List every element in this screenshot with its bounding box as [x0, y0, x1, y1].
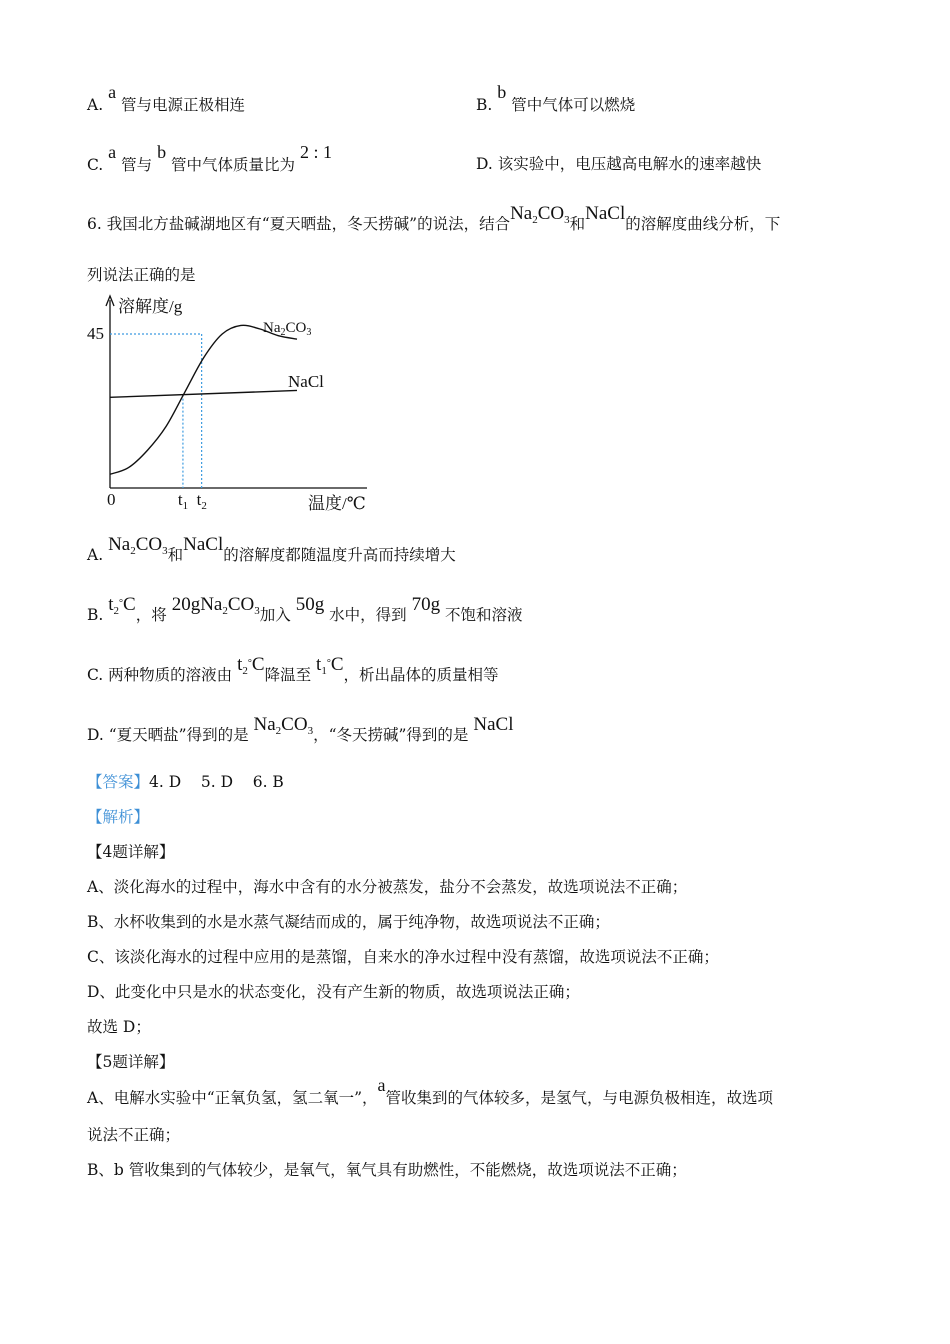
- analysis-tag: 【解析】: [87, 808, 150, 826]
- temperature-t1: $t_1^\circ C$: [316, 654, 344, 677]
- option-text: 管与电源正极相连: [121, 96, 246, 114]
- mass-ratio: 2 : 1: [299, 142, 332, 162]
- nacl-formula: NaCl: [585, 203, 626, 224]
- option-text: 的溶解度都随温度升高而持续增大: [223, 546, 456, 564]
- option-text: ，“冬天捞碱”得到的是: [313, 726, 469, 744]
- temperature-t2: $t_2^\circ C$: [237, 654, 265, 677]
- q5-detail-line-a-cont: 说法不正确；: [87, 1126, 181, 1144]
- option-prefix: A.: [87, 96, 104, 114]
- q5-detail-heading: 【5题详解】: [87, 1053, 175, 1071]
- water-mass: 50g: [295, 594, 325, 615]
- nacl-curve-label: NaCl: [288, 372, 324, 391]
- y-tick-45: 45: [87, 324, 104, 343]
- tube-b-label: b: [497, 82, 507, 102]
- stem-text: 列说法正确的是: [87, 266, 196, 284]
- option-text: D. “夏天晒盐”得到的是: [87, 726, 249, 744]
- solution-mass: 70g: [411, 594, 441, 615]
- q6-stem-line1: [87, 203, 781, 236]
- q4-detail-line: A、淡化海水的过程中，海水中含有的水分被蒸发，盐分不会蒸发，故选项说法不正确；: [87, 878, 688, 896]
- answer-text: 4. D 5. D 6. B: [149, 773, 284, 791]
- x-tick-t2: $t_2$: [196, 490, 207, 512]
- tube-a-label: a: [377, 1075, 386, 1095]
- na2co3-formula: $Na_2CO_3$: [510, 203, 570, 226]
- q6-option-a: [87, 534, 456, 567]
- answer-tag: 【答案】: [87, 773, 150, 791]
- option-text: ，析出晶体的质量相等: [343, 666, 499, 684]
- tube-a-label: a: [108, 82, 117, 102]
- q4-detail-line: 故选 D；: [87, 1018, 151, 1036]
- stem-text: 和: [569, 215, 586, 233]
- option-text: ，将: [135, 606, 167, 624]
- nacl-curve: [110, 390, 297, 397]
- option-prefix: C.: [87, 156, 104, 174]
- q4-detail-line: B、水杯收集到的水是水蒸气凝结而成的，属于纯净物，故选项说法不正确；: [87, 913, 610, 931]
- y-axis-label: 溶解度/g: [118, 297, 183, 316]
- option-prefix: B.: [476, 96, 493, 114]
- q6-option-d: [87, 714, 514, 747]
- q5-option-a: [87, 82, 246, 115]
- q6-stem-line2: [87, 265, 196, 285]
- na2co3-curve-label: $Na_2CO_3$: [263, 320, 312, 338]
- nacl-formula: NaCl: [183, 534, 224, 555]
- option-text: 降温至: [264, 666, 312, 684]
- option-text: 水中，得到: [329, 606, 407, 624]
- temperature-t2: $t_2^\circ C$: [108, 594, 136, 617]
- q5-detail-line-a: A、电解水实验中“正氧负氢，氢二氧一”，a管收集到的气体较多，是氢气，与电源负极相连，故选项: [87, 1075, 774, 1107]
- answer-line: [87, 772, 284, 792]
- na2co3-curve: [110, 325, 297, 474]
- option-prefix: B.: [87, 606, 104, 624]
- option-text: 加入: [259, 606, 291, 624]
- option-text: C. 两种物质的溶液由: [87, 666, 233, 684]
- q5-option-b: [476, 82, 636, 115]
- tube-b-label: b: [157, 142, 167, 162]
- stem-text: 的溶解度曲线分析，下: [625, 215, 781, 233]
- q4-detail-line: C、该淡化海水的过程中应用的是蒸馏，自来水的净水过程中没有蒸馏，故选项说法不正确；: [87, 948, 719, 966]
- option-text: 和: [167, 546, 184, 564]
- tube-a-label: a: [108, 142, 117, 162]
- x-axis-label: 温度/℃: [308, 494, 366, 513]
- option-text: 管中气体可以燃烧: [511, 96, 636, 114]
- q4-detail-line: D、此变化中只是水的状态变化，没有产生新的物质，故选项说法正确；: [87, 983, 580, 1001]
- na2co3-formula: $Na_2CO_3$: [108, 534, 168, 557]
- stem-text: 6. 我国北方盐碱湖地区有“夏天晒盐，冬天捞碱”的说法，结合: [87, 215, 511, 233]
- q5-option-d: [476, 154, 761, 174]
- q5-option-c: [87, 142, 332, 175]
- x-tick-t1: $t_1$: [177, 490, 189, 512]
- option-text: D. 该实验中，电压越高电解水的速率越快: [476, 155, 762, 173]
- origin-label: 0: [107, 490, 116, 509]
- option-text: 不饱和溶液: [445, 606, 523, 624]
- q6-option-c: [87, 654, 499, 688]
- nacl-formula: NaCl: [473, 714, 514, 735]
- option-prefix: A.: [87, 546, 104, 564]
- q6-option-b: [87, 594, 523, 628]
- mass-amount: $20gNa_2CO_3$: [171, 594, 260, 617]
- option-text: 管中气体质量比为: [171, 156, 296, 174]
- q4-detail-heading: 【4题详解】: [87, 843, 175, 861]
- q5-detail-line-b: B、b 管收集到的气体较少，是氧气，氧气具有助燃性，不能燃烧，故选项说法不正确；: [87, 1161, 687, 1179]
- solubility-chart: [82, 292, 382, 517]
- na2co3-formula: $Na_2CO_3$: [253, 714, 314, 737]
- option-text: 管与: [121, 156, 153, 174]
